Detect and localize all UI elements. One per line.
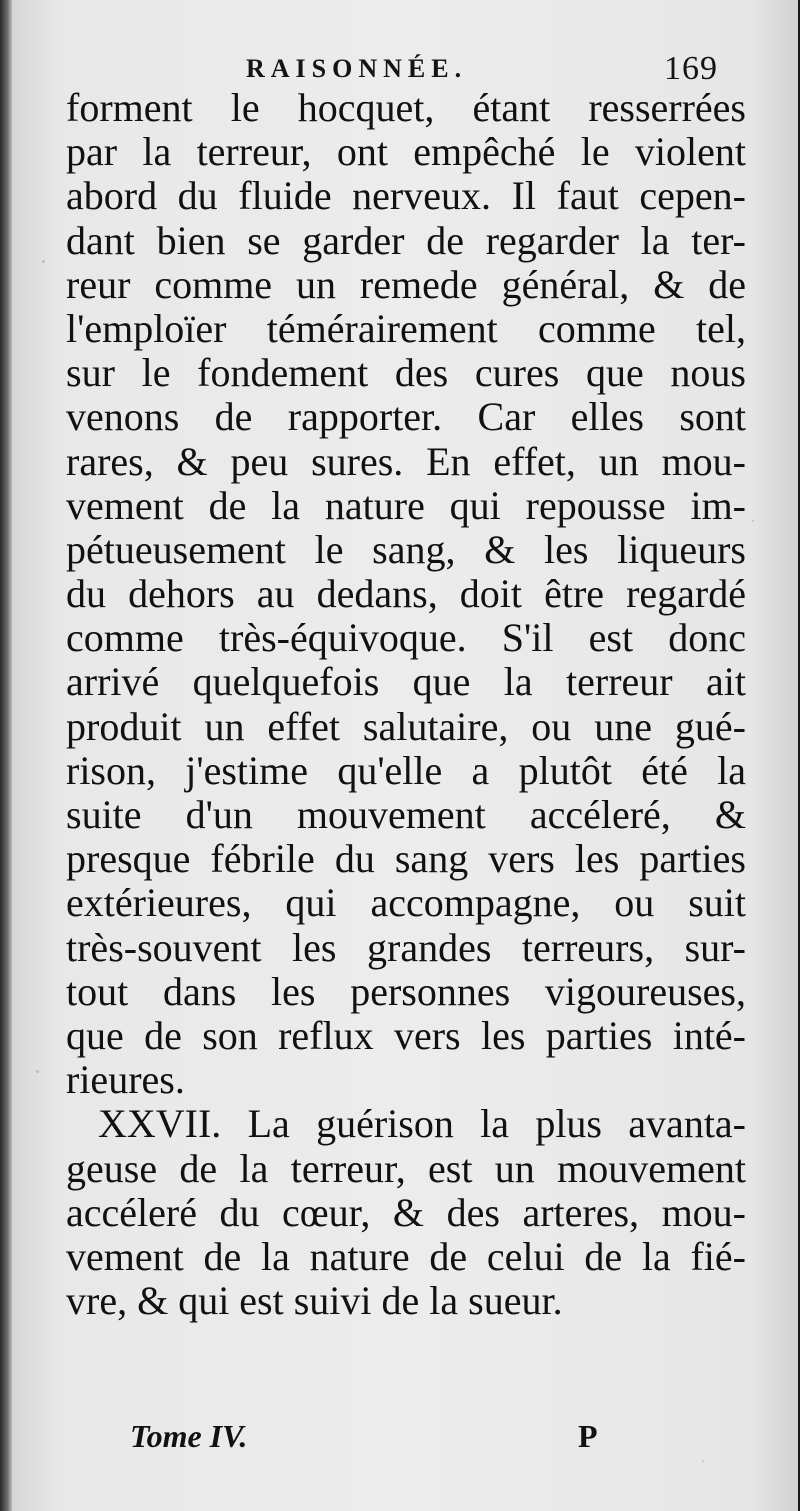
text-line: du dehors au dedans, doit être regardé <box>66 572 746 617</box>
text-line: rison, j'estime qu'elle a plutôt été la <box>66 748 746 793</box>
paper-speckle <box>36 1070 39 1073</box>
text-line: pétueusement le sang, & les liqueurs <box>66 527 746 572</box>
paper-speckle <box>752 520 754 522</box>
text-line: vement de la nature qui repousse im- <box>66 483 746 528</box>
text-line: arrivé quelquefois que la terreur ait <box>66 660 746 705</box>
page-gutter-shadow <box>0 0 12 1511</box>
body-text <box>66 86 746 1323</box>
text-line: l'emploïer témérairement comme tel, <box>66 306 746 351</box>
text-line: vement de la nature de celui de la fié- <box>66 1234 746 1279</box>
text-line: forment le hocquet, étant resserrées <box>66 86 746 130</box>
text-line: rieures. <box>66 1058 185 1103</box>
text-line: presque fébrile du sang vers les parties <box>66 837 746 882</box>
text-line: vre, & qui est suivi de la sueur. <box>66 1279 563 1324</box>
text-line: par la terreur, ont empêché le violent <box>66 130 746 175</box>
text-line: que de son reflux vers les parties inté- <box>66 1013 746 1058</box>
gathering-signature: P <box>578 1418 598 1454</box>
section-heading-line: XXVII. La guérison la plus avanta- <box>98 1102 746 1147</box>
volume-signature: Tome IV. <box>130 1418 248 1454</box>
text-line: comme très-équivoque. S'il est donc <box>66 616 746 661</box>
paper-speckle <box>42 260 45 263</box>
text-line: abord du fluide nerveux. Il faut cepen- <box>66 174 746 219</box>
text-line: extérieures, qui accompagne, ou suit <box>66 881 746 926</box>
paper-speckle <box>702 1460 704 1462</box>
page-number: 169 <box>664 50 718 87</box>
text-line: très-souvent les grandes terreurs, sur- <box>66 925 746 970</box>
text-line: venons de rapporter. Car elles sont <box>66 395 746 440</box>
text-line: produit un effet salutaire, ou une gué- <box>66 704 746 749</box>
running-title: RAISONNÉE. <box>246 54 468 83</box>
book-page <box>12 0 798 1511</box>
text-line: suite d'un mouvement accéleré, & <box>66 793 746 837</box>
page-footer <box>12 1418 798 1458</box>
text-line: dant bien se garder de regarder la ter- <box>66 218 746 263</box>
text-line: rares, & peu sures. En effet, un mou- <box>66 439 746 484</box>
text-line: reur comme un remede général, & de <box>66 262 746 307</box>
text-line: tout dans les personnes vigoureuses, <box>66 969 746 1014</box>
text-line: geuse de la terreur, est un mouvement <box>66 1146 746 1191</box>
text-line: sur le fondement des cures que nous <box>66 351 746 396</box>
text-line: accéleré du cœur, & des arteres, mou- <box>66 1190 746 1235</box>
running-head <box>12 50 798 90</box>
